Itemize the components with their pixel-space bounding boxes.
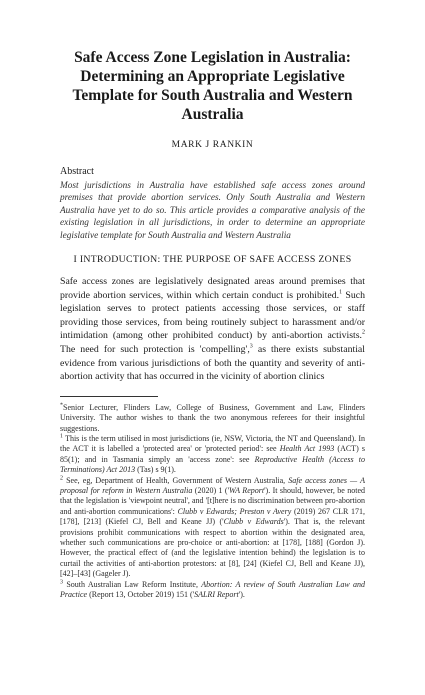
footnote-1-number: 1	[60, 433, 63, 440]
body-text-b: Such legislation serves to protect patients accessing those services, or staff providing those services, from being routinely subject to harassment and/or intimidation (among other prohibited conduct) by anti-abortion activists.	[60, 289, 365, 342]
footnote-ref-3[interactable]: 3	[249, 343, 253, 350]
footnote-divider	[60, 396, 158, 397]
footnote-3-number: 3	[60, 579, 63, 586]
article-title: Safe Access Zone Legislation in Australia: Determining an Appropriate Legislative Template for South Australia and Western Australia	[72, 49, 353, 123]
body-text-d: as there exists substantial evidence from various jurisdictions of both the quantity and severity of anti-abortion activity that has occurred in the vicinity of abortion clinics	[60, 344, 365, 383]
footnote-2-citation: Safe access zones — A proposal for reform in Western Australia	[60, 475, 365, 496]
abstract-heading: Abstract	[60, 166, 94, 177]
author-name: MARK J RANKIN	[171, 140, 254, 150]
footnote-1-citation: Reproductive Health (Access to Terminations) Act 2013	[60, 454, 365, 475]
footnotes	[60, 403, 365, 601]
footnote-2: $^2$ See, eg, Department of Health, Government of Western Australia, Safe access zones — A proposal for reform in Western Australia (2020) 1 ('WA Report'). It should, however, be noted that the legislation is 'viewpoint neutral', and '[t]here is no discrimination between pro-abortion and anti-abortion communications': Clubb v Edwards; Preston v Avery (2019) 267 CLR 171, [178], [213] (Kiefel CJ, Bell and Keane JJ) ('Clubb v Edwards'). That is, the relevant provisions prohibit communications with respect to abortion within the designated area, whether such communications are pro-choice or anti-abortion: at [178], [188] (Gordon J). However, the practical effect of (and the legislative intention behind) the legislation is to curtail the activities of anti-abortion protestors: at [8], [24] (Kiefel CJ, Bell and Keane JJ), [42]–[43] (Gageler J).	[60, 474, 366, 579]
footnote-2-citation: Clubb v Edwards	[223, 517, 284, 527]
body-text-a: Safe access zones are legislatively designated areas around premises that provide abortion services, within which certain conduct is prohibited.	[60, 276, 365, 301]
footnote-1: $^1$ This is the term utilised in most jurisdictions (ie, NSW, Victoria, the NT and Queensland). In the ACT it is labelled a 'protected area' or 'protected period': see Health Act 1993 (ACT) s 85(1); and in Tasmania simply an 'access zone': see Reproductive Health (Access to Terminations) Act 2013 (Tas) s 9(1).	[60, 433, 365, 475]
footnote-2-citation: WA Report	[229, 486, 265, 496]
section-heading: I INTRODUCTION: THE PURPOSE OF SAFE ACCESS ZONES	[73, 254, 352, 266]
author-note-text: Senior Lecturer, Flinders Law, College of Business, Government and Law, Flinders University. The author wishes to thank the two anonymous referees for their insightful suggestions.	[60, 402, 365, 433]
footnote-1-citation: Health Act 1993	[279, 444, 335, 454]
footnote-ref-1[interactable]: 1	[339, 289, 343, 296]
body-text-c: The need for such protection is 'compelling',	[60, 344, 250, 355]
footnote-ref-2[interactable]: 2	[362, 330, 365, 337]
abstract-text: Most jurisdictions in Australia have established safe access zones around premises that provide abortion services. Only South Australia and Western Australia have yet to do so. This article provides a comparative analysis of the existing legislation in all jurisdictions, in order to determine an appropriate legislative template for South Australia and Western Australia	[60, 181, 365, 241]
footnote-author: *Senior Lecturer, Flinders Law, College of Business, Government and Law, Flinders University. The author wishes to thank the two anonymous referees for their insightful suggestions.	[60, 402, 365, 433]
footnote-3: $^3$ South Australian Law Reform Institute, Abortion: A review of South Australian Law and Practice (Report 13, October 2019) 151 ('SALRI Report').	[60, 579, 365, 600]
footnote-2-number: 2	[60, 474, 63, 481]
footnote-2-citation: Clubb v Edwards; Preston v Avery	[177, 506, 292, 516]
footnote-3-citation: SALRI Report	[194, 590, 239, 600]
body-paragraph	[60, 275, 365, 384]
footnote-3-citation: Abortion: A review of South Australian Law and Practice	[60, 579, 365, 600]
